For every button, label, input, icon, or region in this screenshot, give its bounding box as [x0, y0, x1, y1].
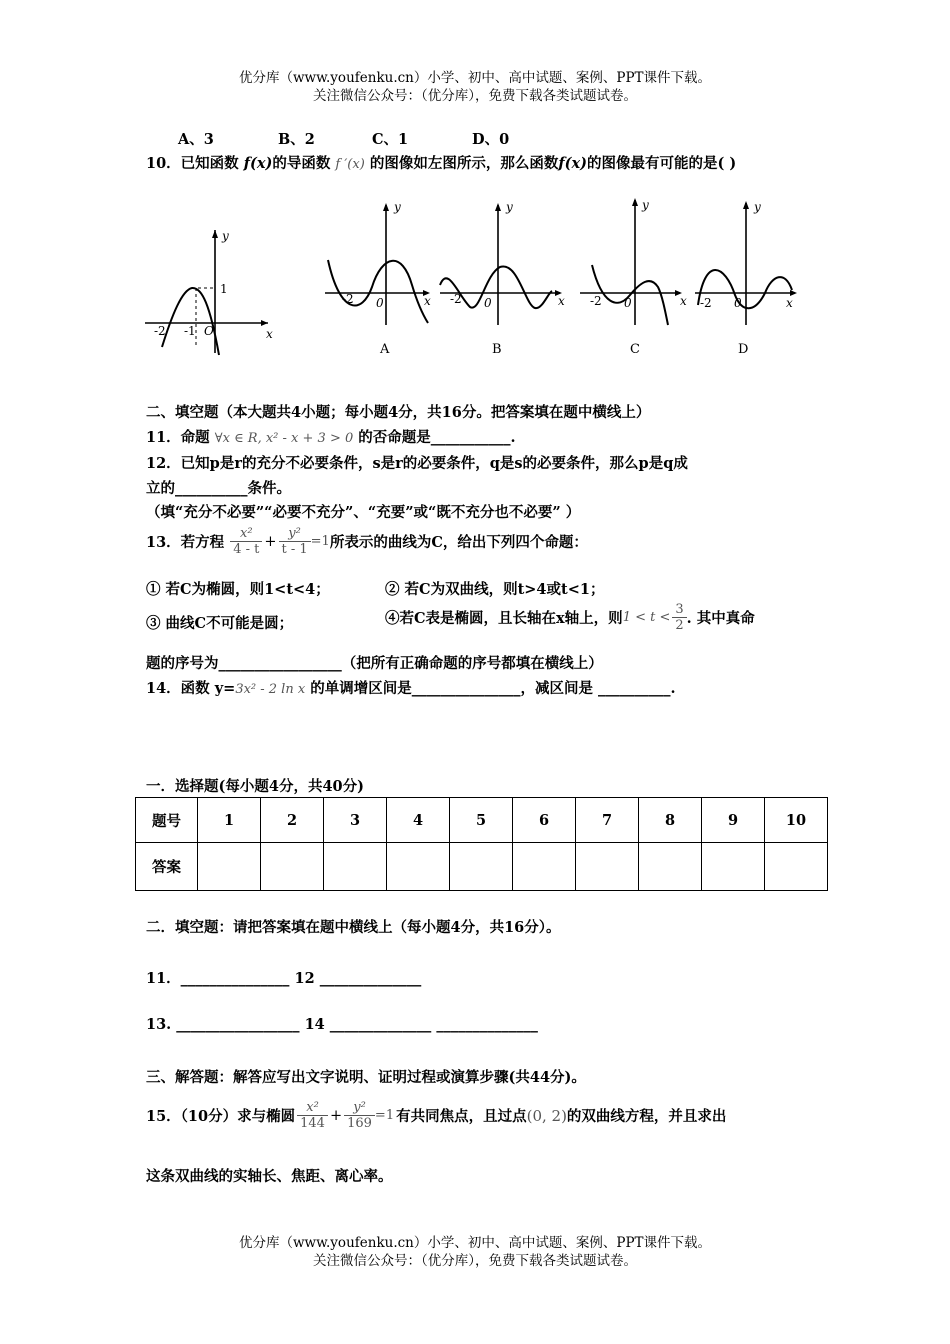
deriv-one-label: 1: [220, 282, 228, 296]
q12-line-3: （填“充分不必要”“必要不充分”、“充要”或“既不充分也不必要” ）: [146, 504, 581, 521]
graph-c-origin-label: 0: [624, 296, 632, 310]
answer-cell[interactable]: [387, 843, 450, 891]
footer-line-2: 关注微信公众号：（优分库），免费下载各类试题试卷。: [313, 1253, 637, 1269]
graph-c-curve: [592, 265, 668, 325]
graph-c-label: C: [630, 342, 640, 357]
graph-c-y-label: y: [642, 198, 649, 212]
q11-text: 11．命题 ∀x ∈ R, x² - x + 3 > 0 的否命题是___________.: [146, 429, 516, 446]
footer-line-1: 优分库（www.youfenku.cn）小学、初中、高中试题、案例、PPT课件下载。: [238, 1235, 712, 1251]
answer-line-13-14: 13. _________________ 14 ______________ ______________: [146, 1016, 538, 1033]
graph-b-label: B: [492, 342, 502, 357]
q13-prop-3: ③ 曲线C不可能是圆；: [146, 615, 294, 632]
answer-table-answer-label: 答案: [136, 843, 198, 891]
q13-fraction-1: $\frac{\text{x²}}{4 - t}$: [230, 526, 262, 557]
q13-prop-4: ④若C表是椭圆，且长轴在x轴上，则 1 < t < $\frac{3}{2}$ . 其中真命: [385, 602, 755, 633]
answer-table-number: 9: [702, 798, 765, 843]
graph-c-x-label: x: [680, 294, 687, 308]
answer-table-number: 8: [639, 798, 702, 843]
q13-prop-2: ② 若C为双曲线，则t>4或t<1；: [385, 581, 605, 598]
deriv-neg1-label: -1: [184, 324, 196, 338]
answer-cell[interactable]: [765, 843, 828, 891]
q15-line-2: 这条双曲线的实轴长、焦距、离心率。: [146, 1168, 393, 1185]
answer-sheet-s2-title: 二．填空题：请把答案填在题中横线上（每小题4分，共16分）。: [146, 919, 561, 936]
graph-a-x-label: x: [424, 294, 431, 308]
header-line-1: 优分库（www.youfenku.cn）小学、初中、高中试题、案例、PPT课件下载。: [238, 70, 712, 86]
header-line-2: 关注微信公众号：（优分库），免费下载各类试题试卷。: [313, 88, 637, 104]
graph-a-neg2-label: -2: [342, 292, 354, 306]
answer-table-number: 1: [198, 798, 261, 843]
graph-a-origin-label: 0: [376, 296, 384, 310]
q13-prop-1: ① 若C为椭圆，则1<t<4；: [146, 581, 330, 598]
graph-a-label: A: [380, 342, 390, 357]
answer-cell[interactable]: [261, 843, 324, 891]
q14-text: 14．函数 y=3x² - 2 ln x 的单调增区间是_______________，减区间是 __________.: [146, 680, 676, 697]
graph-b-y-label: y: [506, 200, 513, 214]
graphs-figure: [140, 195, 810, 365]
q9-option-d: D、0: [472, 131, 510, 148]
answer-table-number: 2: [261, 798, 324, 843]
graph-d-label: D: [738, 342, 749, 357]
deriv-y-label: y: [222, 229, 229, 243]
graph-d-neg2-label: -2: [700, 296, 712, 310]
graph-d-origin-label: 0: [734, 296, 742, 310]
section2-title: 二、填空题（本大题共4小题；每小题4分，共16分。把答案填在题中横线上）: [146, 404, 651, 421]
answer-cell[interactable]: [198, 843, 261, 891]
deriv-x-label: x: [266, 327, 273, 341]
answer-cell[interactable]: [513, 843, 576, 891]
answer-table-number: 5: [450, 798, 513, 843]
deriv-neg2-label: -2: [154, 324, 166, 338]
graph-c-neg2-label: -2: [590, 294, 602, 308]
q10-text: 10．已知函数 f(x)的导函数 f ′(x) 的图像如左图所示，那么函数f(x)的图像最有可能的是( ): [146, 155, 737, 172]
answer-sheet-s1-title: 一．选择题(每小题4分，共40分): [146, 778, 364, 795]
graph-b-x-label: x: [558, 294, 565, 308]
graph-b-neg2-label: -2: [450, 292, 462, 306]
graph-d-y-label: y: [754, 200, 761, 214]
deriv-origin-label: O: [204, 324, 214, 338]
answer-cell[interactable]: [639, 843, 702, 891]
answer-cell[interactable]: [450, 843, 513, 891]
q9-option-a: A、3: [178, 131, 214, 148]
graph-b-origin-label: 0: [484, 296, 492, 310]
answer-table-number: 7: [576, 798, 639, 843]
answer-sheet-s3-title: 三、解答题：解答应写出文字说明、证明过程或演算步骤(共44分)。: [146, 1069, 586, 1086]
graph-d-x-label: x: [786, 296, 793, 310]
answer-table-header-label: 题号: [136, 798, 198, 843]
answer-line-11-12: 11．_______________ 12 ______________: [146, 970, 422, 987]
answer-table-number: 4: [387, 798, 450, 843]
q13-fraction-2: $\frac{\text{y²}}{t - 1}$: [279, 526, 311, 557]
q13-last-line: 题的序号为_________________（把所有正确命题的序号都填在横线上）: [146, 655, 603, 672]
answer-table-number: 3: [324, 798, 387, 843]
deriv-curve: [162, 288, 219, 355]
q9-option-b: B、2: [278, 131, 315, 148]
q12-line-1: 12．已知p是r的充分不必要条件，s是r的必要条件，q是s的必要条件，那么p是q成: [146, 455, 688, 472]
q12-line-2: 立的__________条件。: [146, 480, 291, 497]
answer-table-number: 10: [765, 798, 828, 843]
q13-text: 13．若方程 $\frac{\text{x²}}{4 - t}$ + $\frac{\text{y²}}{t - 1}$ =1 所表示的曲线为C，给出下列四个命题：: [146, 526, 588, 557]
answer-table-number: 6: [513, 798, 576, 843]
answer-cell[interactable]: [702, 843, 765, 891]
q9-option-c: C、1: [372, 131, 409, 148]
answer-cell[interactable]: [576, 843, 639, 891]
answer-cell[interactable]: [324, 843, 387, 891]
q15-text: 15．（10分）求与椭圆 $\frac{\text{x²}}{144}$ + $\frac{\text{y²}}{169}$ =1 有共同焦点，且过点 (0, 2) 的双曲线方程，并且求出: [146, 1100, 727, 1131]
graph-a-y-label: y: [394, 200, 401, 214]
answer-table: [135, 797, 828, 891]
graph-d-curve: [698, 270, 792, 308]
